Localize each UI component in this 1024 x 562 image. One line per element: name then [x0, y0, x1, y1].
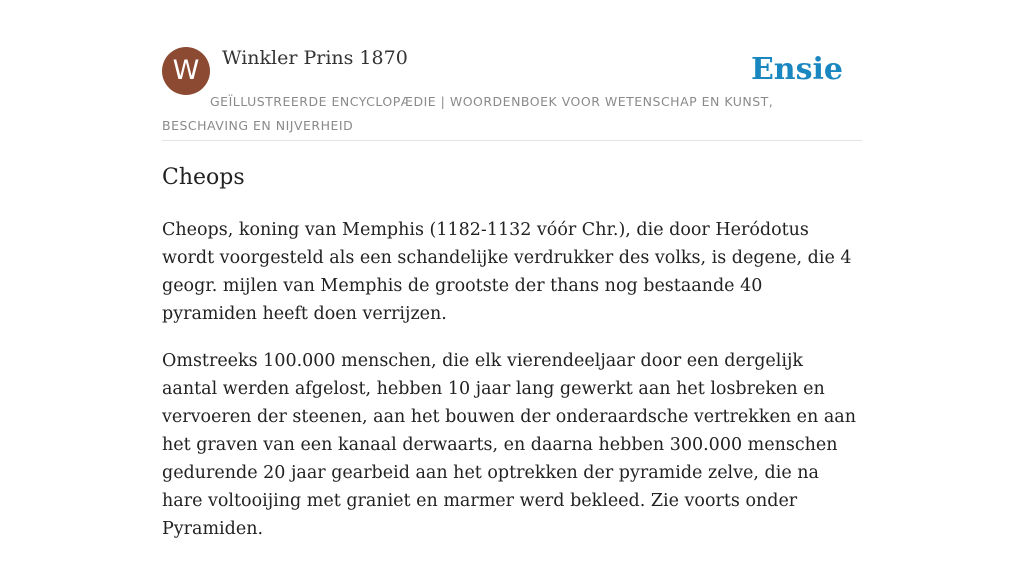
- article-paragraph: Omstreeks 100.000 menschen, die elk vierendeeljaar door een dergelijk aantal werden afgelost, hebben 10 jaar lang gewerkt aan het losbreken en vervoeren der steenen, aan het bouwen der onderaardsche vertrekken en aan het graven van een kanaal derwaarts, en daarna hebben 300.000 menschen gedurende 20 jaar gearbeid aan het optrekken der pyramide zelve, die na hare voltooijing met graniet en marmer werd bekleed. Zie voorts onder Pyramiden.: [162, 351, 856, 539]
- ensie-logo[interactable]: Ensie: [750, 52, 843, 87]
- source-avatar: W: [162, 47, 210, 95]
- source-subtitle: GEÏLLUSTREERDE ENCYCLOPÆDIE | WOORDENBOEK VOOR WETENSCHAP EN KUNST, BESCHAVING EN NIJVERHEID: [162, 94, 774, 133]
- article-body: [162, 216, 862, 562]
- source-header: [162, 46, 862, 141]
- article-paragraph: Cheops, koning van Memphis (1182-1132 vóór Chr.), die door Heródotus wordt voorgesteld als een schandelijke verdrukker des volks, is degene, die 4 geogr. mijlen van Memphis de grootste der thans nog bestaande 40 pyramiden heeft doen verrijzen.: [162, 220, 852, 324]
- source-title-link[interactable]: Winkler Prins 1870: [222, 47, 408, 69]
- article-title: Cheops: [162, 165, 245, 190]
